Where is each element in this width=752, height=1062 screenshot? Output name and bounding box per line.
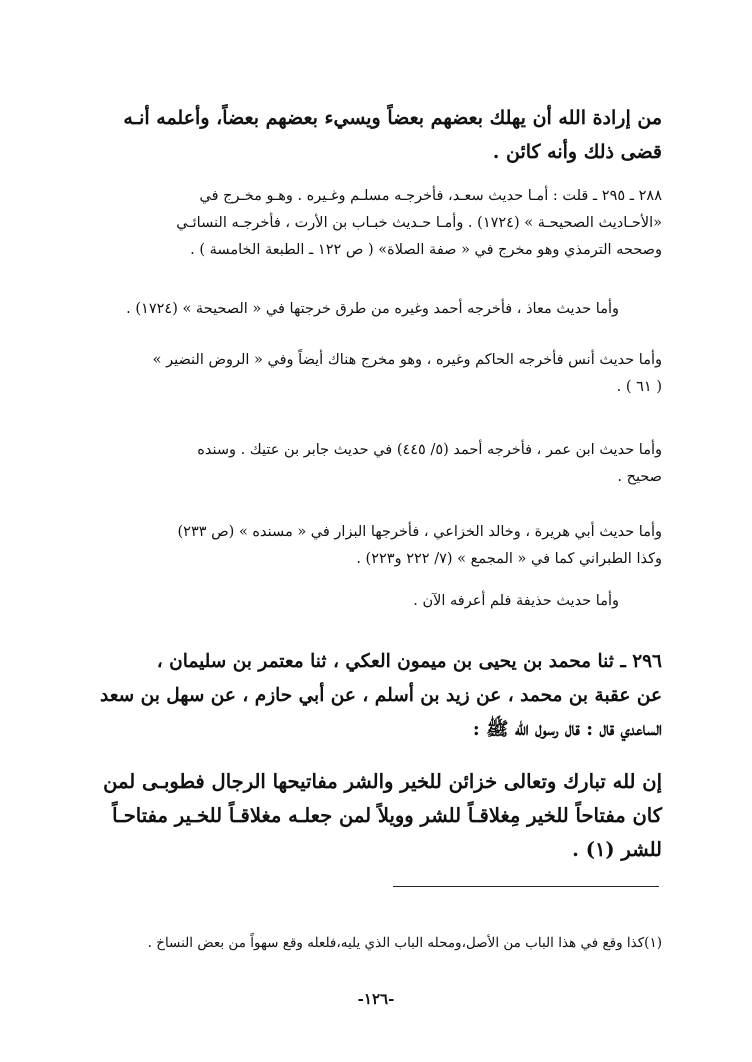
text-line: قضى ذلك وأنه كائن .	[492, 141, 662, 163]
text-line: من إرادة الله أن يهلك بعضهم بعضاً ويسيء بعضهم بعضاً، وأعلمه أنـه	[123, 107, 662, 129]
intro-paragraph	[82, 101, 662, 169]
text-line: ٢٩٦ ـ ثنا محمد بن يحيى بن ميمون العكي ، ثنا معتمر بن سليمان ،	[156, 651, 662, 672]
text-line: عن عقبة بن محمد ، عن زيد بن أسلم ، عن أبي حازم ، عن سهل بن سعد	[100, 685, 662, 706]
takhrij-paragraph-6	[79, 588, 619, 615]
text-line: وأما حديث حذيفة فلم أعرفه الآن .	[413, 593, 619, 609]
text-line: صحيح .	[617, 469, 662, 485]
text-line: وصححه الترمذي وهو مخرج في « صفة الصلاة» ( ص ١٢٢ ـ الطبعة الخامسة ) .	[190, 242, 662, 258]
page-number: -١٢٦-	[357, 990, 395, 1008]
text-line: «الأحـاديث الصحيحـة » (١٧٢٤) . وأمـا حـديث خبـاب بن الأرت ، فأخرجـه النسائـي	[176, 215, 662, 231]
footnote	[82, 932, 662, 954]
text-line: كان مفتاحاً للخير مِغلاقـاً للشر وويلاً لمن جعلـه مغلاقـاً للخـير مفتاحـاً	[112, 804, 662, 827]
takhrij-paragraph-4	[82, 437, 662, 491]
takhrij-paragraph-2	[79, 296, 619, 323]
takhrij-paragraph-3	[82, 347, 662, 401]
text-line: وأما حديث معاذ ، فأخرجه أحمد وغيره من طرق خرجتها في « الصحيحة » (١٧٢٤) .	[126, 301, 619, 317]
text-line: وأما حديث ابن عمر ، فأخرجه أحمد (٥/ ٤٤٥) في حديث جابر بن عتيك . وسنده	[197, 442, 662, 458]
text-line: ٢٨٨ ـ ٢٩٥ ـ قلت : أمـا حديث سعـد، فأخرجـه مسلـم وغـيره . وهـو مخـرج في	[199, 188, 662, 204]
footnote-separator	[393, 886, 659, 887]
hadith-matn	[82, 765, 662, 867]
text-line: وأما حديث أبي هريرة ، وخالد الخزاعي ، فأخرجها البزار في « مسنده » (ص ٢٣٣)	[177, 524, 662, 540]
hadith-isnad	[82, 645, 662, 747]
takhrij-paragraph-5	[82, 519, 662, 573]
text-line: وأما حديث أنس فأخرجه الحاكم وغيره ، وهو مخرج هناك أيضاً وفي « الروض النضير »	[152, 352, 662, 368]
takhrij-paragraph-1	[82, 183, 662, 264]
footnote-text: (١)كذا وقع في هذا الباب من الأصل،ومحله الباب الذي يليه،فلعله وقع سهواً من بعض النساخ .	[147, 935, 662, 951]
text-line: للشر (١) .	[572, 838, 662, 861]
text-line: إن لله تبارك وتعالى خزائن للخير والشر مفاتيحها الرجال فطوبـى لمن	[103, 770, 662, 793]
text-line: ( ٦١ ) .	[616, 379, 662, 395]
text-line: الساعدي قال : قال رسول الله ﷺ :	[472, 719, 662, 740]
text-line: وكذا الطبراني كما في « المجمع » (٧/ ٢٢٢ و٢٢٣) .	[356, 551, 662, 567]
